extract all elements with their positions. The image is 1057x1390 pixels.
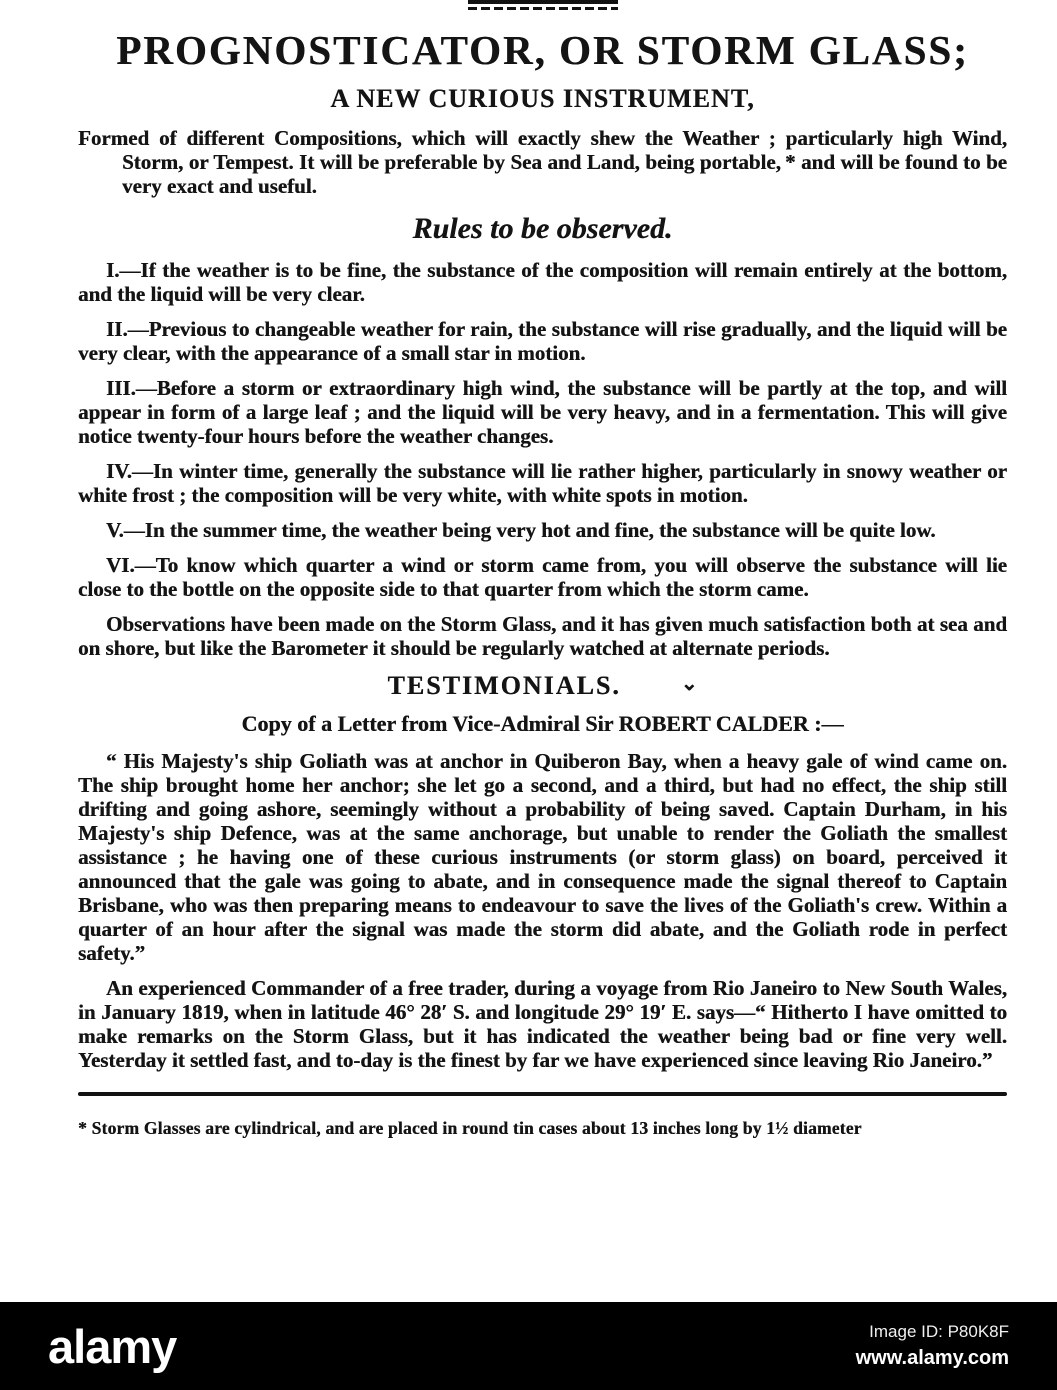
rule-2: II.—Previous to changeable weather for rain, the substance will rise gradually, and the liquid will be very clear, with the appearance of a small star in motion. <box>78 317 1007 365</box>
letter-source-line: Copy of a Letter from Vice-Admiral Sir ROBERT CALDER :— <box>241 711 844 736</box>
footnote-divider-rule <box>78 1092 1007 1096</box>
document-title: PROGNOSTICATOR, OR STORM GLASS; <box>116 27 969 73</box>
footnote-text: * Storm Glasses are cylindrical, and are placed in round tin cases about 13 inches long by 1½ diameter <box>78 1118 862 1138</box>
rule-5: V.—In the summer time, the weather being very hot and fine, the substance will be quite low. <box>106 518 936 542</box>
alamy-watermark-bar <box>0 1302 1057 1390</box>
top-rule-fragment <box>468 0 618 10</box>
intro-paragraph: Formed of different Compositions, which will exactly shew the Weather ; particularly high Wind, Storm, or Tempest. It will be preferable by Sea and Land, being portable, * and will be found to be very exact and useful. <box>78 126 1007 198</box>
rules-heading: Rules to be observed. <box>412 212 673 245</box>
testimonials-heading <box>78 671 1007 701</box>
rule-6: VI.—To know which quarter a wind or storm came from, you will observe the substance will lie close to the bottle on the opposite side to that quarter from which the storm came. <box>78 553 1007 601</box>
testimonials-heading-text: TESTIMONIALS. <box>387 671 621 700</box>
print-stray-mark: ⌄ <box>680 673 698 695</box>
observations-paragraph: Observations have been made on the Storm Glass, and it has given much satisfaction both at sea and on shore, but like the Barometer it should be regularly watched at alternate periods. <box>78 612 1007 660</box>
alamy-url-label: www.alamy.com <box>855 1347 1009 1369</box>
commander-testimonial-paragraph: An experienced Commander of a free trader, during a voyage from Rio Janeiro to New South Wales, in January 1819, when in latitude 46° 28′ S. and longitude 29° 19′ E. says—“ Hitherto I have omitted to make remarks on the Storm Glass, but it has indicated the weather being bad or fine very well. Yesterday it settled fast, and to-day is the finest by far we have experienced since leaving Rio Janeiro.” <box>78 976 1007 1072</box>
document-subtitle: A NEW CURIOUS INSTRUMENT, <box>330 84 755 113</box>
calder-letter-paragraph: “ His Majesty's ship Goliath was at anchor in Quiberon Bay, when a heavy gale of wind came on. The ship brought home her anchor; she let go a second, and a third, but had no effect, the ship still drifting and going ashore, seemingly without a probability of being saved. Captain Durham, in his Majesty's ship Defence, was at the same anchorage, but unable to render the Goliath the smallest assistance ; he having one of these curious instruments (or storm glass) on board, perceived it announced that the gale was going to abate, and in consequence made the signal thereof to Captain Brisbane, who was then preparing means to endeavour to save the lives of the Goliath's crew. Within a quarter of an hour after the signal was made the storm did abate, and the Goliath rode in perfect safety.” <box>78 749 1007 965</box>
watermark-info <box>856 1322 1009 1370</box>
rule-1: I.—If the weather is to be fine, the substance of the composition will remain entirely at the bottom, and the liquid will be very clear. <box>78 258 1007 306</box>
image-id-label: Image ID: P80K8F <box>869 1322 1009 1341</box>
rule-4: IV.—In winter time, generally the substance will lie rather higher, particularly in snowy weather or white frost ; the composition will be very white, with white spots in motion. <box>78 459 1007 507</box>
alamy-logo: alamy <box>48 1319 177 1373</box>
rule-3: III.—Before a storm or extraordinary high wind, the substance will be partly at the top, and will appear in form of a large leaf ; and the liquid will be very heavy, and in a fermentation. This will give notice twenty-four hours before the weather changes. <box>78 376 1007 448</box>
